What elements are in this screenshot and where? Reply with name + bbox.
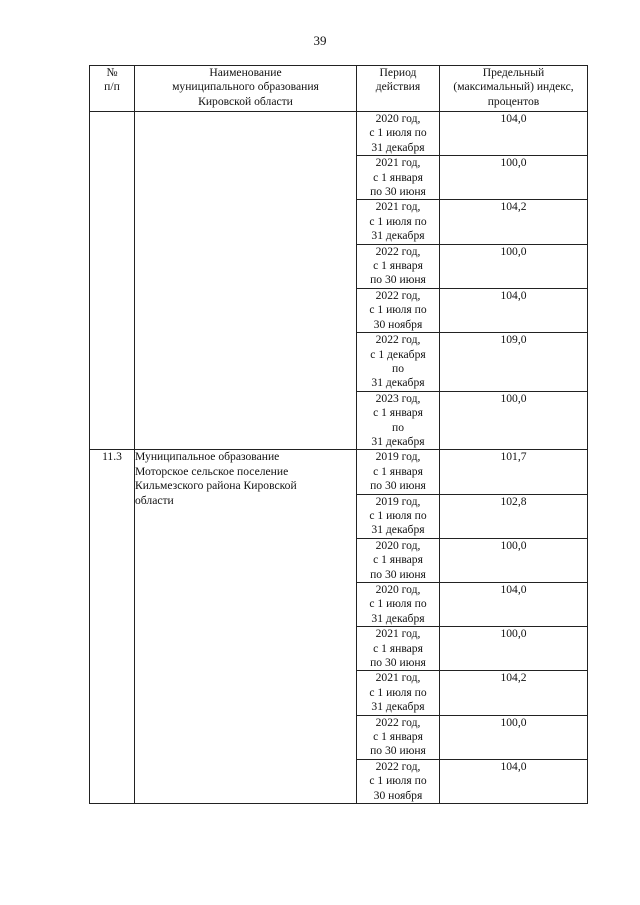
period-line: с 1 июля по [369, 597, 427, 611]
header-text: муниципального образования [172, 80, 319, 94]
period-line: 2019 год, [375, 450, 421, 464]
period-line: с 1 января [373, 406, 423, 420]
municipality-name-line: Кильмезского района Кировской [135, 479, 297, 493]
table-row [90, 450, 588, 494]
period-line: по [391, 361, 404, 375]
header-text: Кировской области [198, 94, 293, 108]
period-cell [357, 715, 440, 759]
max-index-cell: 102,8 [440, 494, 588, 538]
period-cell [357, 538, 440, 582]
max-index-cell: 100,0 [440, 715, 588, 759]
table-header-row [90, 66, 588, 112]
period-line: 2020 год, [375, 583, 421, 596]
max-index-cell: 100,0 [440, 156, 588, 200]
max-index-cell: 101,7 [440, 450, 588, 494]
period-line: 2022 год, [375, 333, 421, 347]
max-index-cell: 100,0 [440, 391, 588, 450]
period-cell [357, 494, 440, 538]
period-line: с 1 июля по [369, 685, 427, 699]
max-index-cell: 104,0 [440, 583, 588, 627]
period-line: 2020 год, [375, 538, 421, 552]
period-cell [357, 583, 440, 627]
period-line: по 30 июня [370, 744, 426, 758]
period-line: 2020 год, [375, 112, 421, 125]
header-text: № [106, 66, 118, 79]
period-cell [357, 244, 440, 288]
period-line: 2022 год, [375, 715, 421, 729]
period-line: с 1 июля по [369, 774, 427, 788]
header-text: Предельный [482, 66, 545, 79]
municipality-name-line: области [135, 493, 174, 507]
table-row [90, 112, 588, 156]
period-line: 30 ноября [373, 317, 423, 331]
max-index-cell: 104,2 [440, 200, 588, 244]
period-line: 2021 год, [375, 671, 421, 685]
period-cell [357, 156, 440, 200]
period-line: 31 декабря [371, 523, 425, 537]
period-line: по 30 июня [370, 479, 426, 493]
period-line: с 1 января [373, 730, 423, 744]
period-line: с 1 января [373, 259, 423, 273]
period-line: с 1 января [373, 464, 423, 478]
period-line: по 30 июня [370, 567, 426, 581]
period-line: 2022 год, [375, 288, 421, 302]
period-cell [357, 627, 440, 671]
period-line: с 1 июля по [369, 303, 427, 317]
period-line: по 30 июня [370, 656, 426, 670]
header-text: п/п [104, 80, 120, 94]
period-cell [357, 671, 440, 715]
header-number [90, 66, 135, 112]
period-cell [357, 450, 440, 494]
period-line: по 30 июня [370, 273, 426, 287]
header-text: процентов [487, 94, 540, 108]
header-max-index [440, 66, 588, 112]
period-cell [357, 391, 440, 450]
row-number-cell [90, 112, 135, 450]
header-period [357, 66, 440, 112]
period-line: 31 декабря [371, 700, 425, 714]
max-index-cell: 104,0 [440, 288, 588, 332]
period-cell [357, 200, 440, 244]
period-line: с 1 января [373, 553, 423, 567]
municipality-name-line: Муниципальное образование [135, 450, 280, 464]
period-line: с 1 июля по [369, 508, 427, 522]
period-line: 31 декабря [371, 434, 425, 448]
max-index-cell: 100,0 [440, 244, 588, 288]
period-line: 30 ноября [373, 788, 423, 802]
max-index-cell: 100,0 [440, 538, 588, 582]
municipality-name-cell [135, 450, 357, 804]
period-line: 2022 год, [375, 244, 421, 258]
max-index-cell: 100,0 [440, 627, 588, 671]
period-cell [357, 112, 440, 156]
max-index-cell: 104,0 [440, 112, 588, 156]
period-cell [357, 333, 440, 392]
period-line: 31 декабря [371, 376, 425, 390]
max-index-cell: 109,0 [440, 333, 588, 392]
header-text: действия [375, 80, 421, 94]
period-line: 2022 год, [375, 759, 421, 773]
period-line: 31 декабря [371, 611, 425, 625]
max-index-cell: 104,2 [440, 671, 588, 715]
period-line: с 1 июля по [369, 214, 427, 228]
municipality-name-line: Моторское сельское поселение [135, 464, 289, 478]
period-line: по [391, 420, 404, 434]
header-text: Наименование [209, 66, 282, 79]
header-text: (максимальный) индекс, [453, 80, 574, 94]
period-line: по 30 июня [370, 185, 426, 199]
period-line: 31 декабря [371, 140, 425, 154]
period-line: с 1 января [373, 170, 423, 184]
page-number: 39 [313, 33, 327, 48]
row-number-cell: 11.3 [90, 450, 135, 804]
period-line: 2021 год, [375, 200, 421, 214]
period-line: 2021 год, [375, 627, 421, 641]
period-line: 31 декабря [371, 229, 425, 243]
period-line: с 1 января [373, 641, 423, 655]
period-line: 2019 год, [375, 494, 421, 508]
header-text: Период [379, 66, 417, 79]
tariff-index-table [89, 65, 588, 804]
period-cell [357, 288, 440, 332]
period-line: с 1 декабря [370, 347, 426, 361]
period-cell [357, 759, 440, 803]
municipality-name-cell [135, 112, 357, 450]
period-line: 2021 год, [375, 156, 421, 170]
period-line: с 1 июля по [369, 126, 427, 140]
table-body [90, 112, 588, 804]
period-line: 2023 год, [375, 391, 421, 405]
max-index-cell: 104,0 [440, 759, 588, 803]
header-municipality-name [135, 66, 357, 112]
